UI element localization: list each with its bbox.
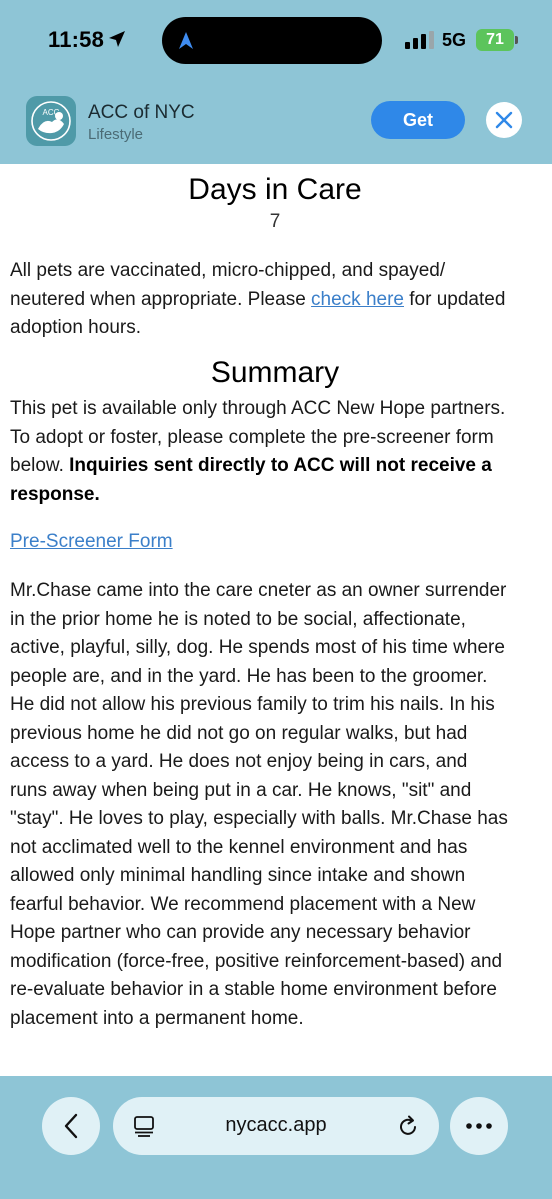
check-here-link[interactable]: check here <box>311 288 404 310</box>
status-bar <box>0 0 552 82</box>
summary-text <box>10 395 540 509</box>
summary-line: below. Inquiries sent directly to ACC will not receive a <box>10 455 492 476</box>
app-icon[interactable] <box>26 96 76 146</box>
location-arrow-icon <box>108 30 126 48</box>
app-name: ACC of NYC <box>88 102 195 123</box>
description-line: Hope partner who can provide any necessary behavior <box>10 922 471 943</box>
status-time: 11:58 <box>48 27 105 52</box>
pet-description <box>10 577 540 1033</box>
description-line: runs away when being put in a car. He knows, "sit" and <box>10 779 472 801</box>
description-line: allowed only minimal handling since intake and shown <box>10 865 466 886</box>
summary-line: This pet is available only through ACC New Hope partners. <box>10 398 506 419</box>
battery-level: 71 <box>486 31 504 48</box>
dynamic-island <box>162 17 382 64</box>
summary-line: response. <box>10 483 100 505</box>
network-type: 5G <box>442 30 467 50</box>
vaccination-notice <box>10 257 540 343</box>
address-bar[interactable] <box>113 1097 439 1155</box>
description-line: placement into a permanent home. <box>10 1007 304 1029</box>
reload-icon[interactable] <box>396 1114 420 1138</box>
description-line: previous home he did not go on regular walks, but had <box>10 722 468 744</box>
ellipsis-icon <box>465 1122 493 1130</box>
cellular-signal-icon <box>405 31 435 49</box>
description-line: Mr.Chase came into the care cneter as an owner surrender <box>10 580 507 601</box>
battery-icon <box>476 29 514 51</box>
pre-screener-link-wrap <box>10 528 540 557</box>
app-category: Lifestyle <box>88 126 144 143</box>
description-line: He did not allow his previous family to trim his nails. In his <box>10 694 495 715</box>
browser-toolbar <box>0 1076 552 1199</box>
description-line: "stay". He loves to play, especially with balls. Mr.Chase has <box>10 808 508 829</box>
vaccination-line: adoption hours. <box>10 317 141 338</box>
close-icon <box>495 111 513 129</box>
navigation-arrow-icon <box>178 31 194 51</box>
vaccination-line: All pets are vaccinated, micro-chipped, and spayed/ <box>10 260 446 281</box>
description-line: fearful behavior. We recommend placement with a New <box>10 893 476 915</box>
description-line: not acclimated well to the kennel environment and has <box>10 836 468 858</box>
svg-text:ACC: ACC <box>42 108 60 117</box>
description-line: people are, and in the yard. He has been to the groomer. <box>10 665 488 687</box>
battery-tip <box>515 36 518 44</box>
url-text: nycacc.app <box>225 1114 327 1136</box>
chevron-left-icon <box>63 1113 79 1139</box>
get-app-button[interactable]: Get <box>371 101 465 139</box>
acc-logo-icon <box>26 96 76 146</box>
summary-line: To adopt or foster, please complete the pre-screener form <box>10 426 494 448</box>
vaccination-line: neutered when appropriate. Please check here for updated <box>10 288 506 310</box>
app-banner <box>0 82 552 164</box>
description-line: re-evaluate behavior in a stable home environment before <box>10 979 497 1000</box>
description-line: active, playful, silly, dog. He spends most of his time where <box>10 637 505 658</box>
description-line: access to a yard. He does not enjoy being in cars, and <box>10 751 468 772</box>
days-in-care-value: 7 <box>269 211 281 232</box>
description-line: in the prior home he is noted to be social, affectionate, <box>10 608 466 630</box>
back-button[interactable] <box>42 1097 100 1155</box>
summary-heading: Summary <box>210 356 340 389</box>
days-in-care-heading: Days in Care <box>188 173 362 206</box>
pre-screener-form-link[interactable]: Pre-Screener Form <box>10 531 173 552</box>
close-banner-button[interactable] <box>486 102 522 138</box>
more-options-button[interactable] <box>450 1097 508 1155</box>
description-line: modification (force-free, positive reinforcement-based) and <box>10 950 503 972</box>
